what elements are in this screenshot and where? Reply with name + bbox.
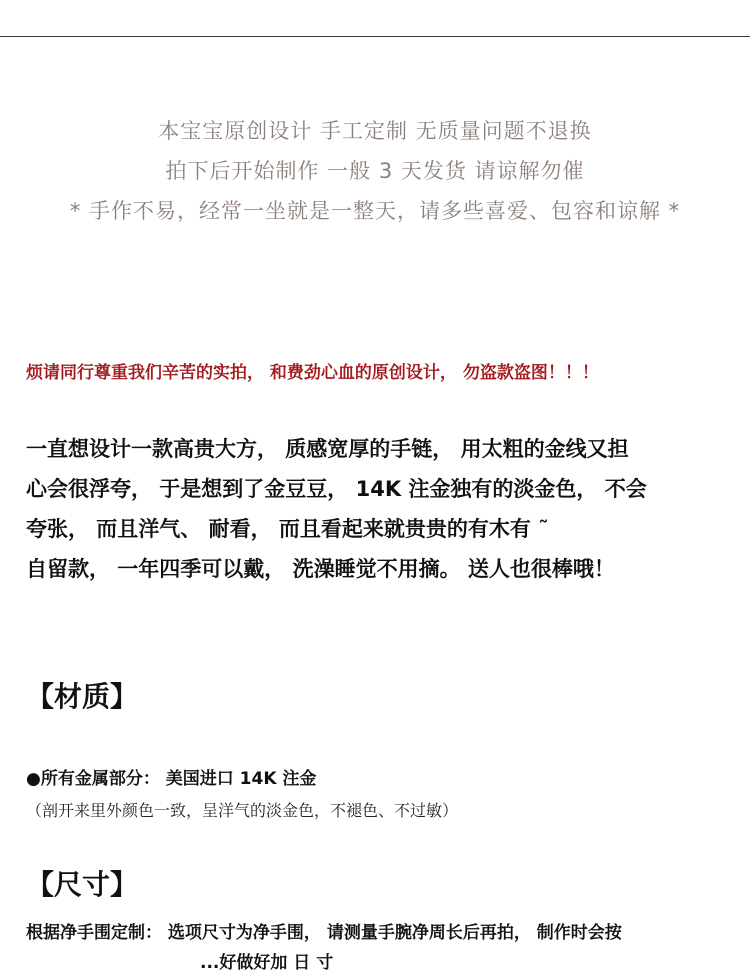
description-line-4: 自留款， 一年四季可以戴， 洗澡睡觉不用摘。 送人也很棒哦！ [26, 557, 615, 581]
copyright-warning: 烦请同行尊重我们辛苦的实拍， 和费劲心血的原创设计， 勿盗款盗图！！！ [26, 363, 599, 383]
material-heading: 【材质】 [26, 680, 139, 713]
material-line: ●所有金属部分： 美国进口 14K 注金 [26, 769, 317, 789]
size-heading: 【尺寸】 [26, 868, 139, 901]
description-line-1: 一直想设计一款高贵大方， 质感宽厚的手链， 用太粗的金线又担 [26, 437, 629, 461]
size-line: 根据净手围定制： 选项尺寸为净手围， 请测量手腕净周长后再拍， 制作时会按 [26, 923, 622, 943]
intro-line-1: 本宝宝原创设计 手工定制 无质量问题不退换 [158, 119, 592, 143]
intro-line-2: 拍下后开始制作 一般 3 天发货 请谅解勿催 [165, 159, 585, 183]
description-line-3: 夸张， 而且洋气、 耐看， 而且看起来就贵贵的有木有 ˜ [26, 517, 549, 541]
intro-line-3: * 手作不易，经常一坐就是一整天，请多些喜爱、包容和谅解 * [69, 199, 681, 223]
size-line-cut: ...好做好加 日 寸 [200, 953, 334, 973]
top-divider [0, 36, 750, 37]
material-note: （剖开来里外颜色一致，呈洋气的淡金色，不褪色、不过敏） [26, 801, 459, 820]
description-line-2: 心会很浮夸， 于是想到了金豆豆， 14K 注金独有的淡金色， 不会 [26, 477, 647, 501]
